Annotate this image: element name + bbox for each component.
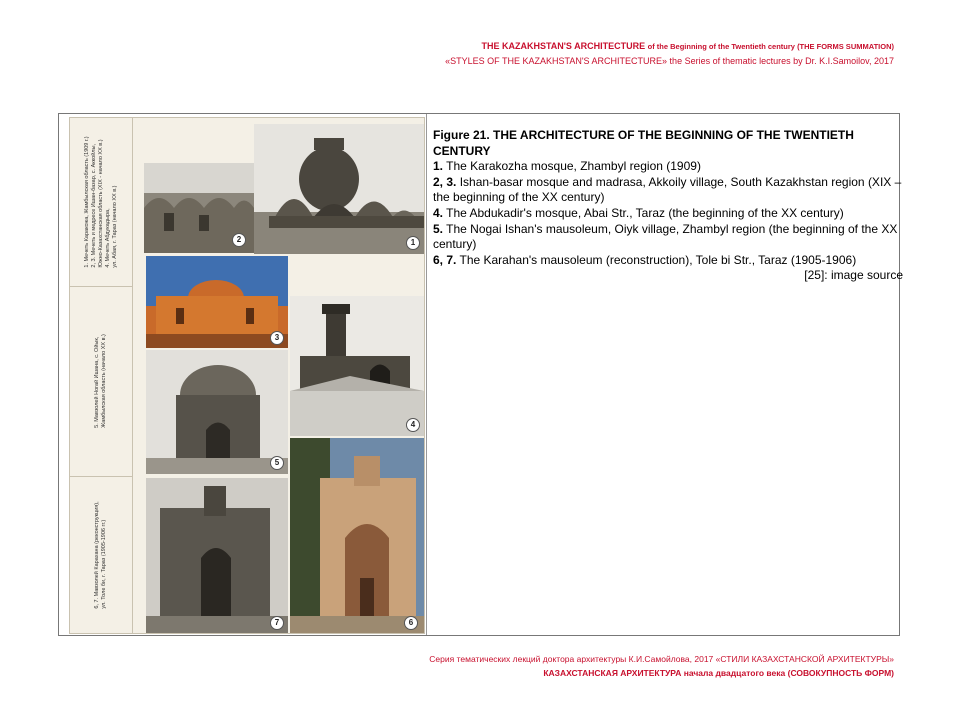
footer-title: КАЗАХСТАНСКАЯ АРХИТЕКТУРА начала двадцатого века (СОВОКУПНОСТЬ ФОРМ) <box>543 668 894 678</box>
caption-item-text: Ishan-basar mosque and madrasa, Akkoily village, South Kazakhstan region (XIX – the beginning of the XX century) <box>433 174 902 205</box>
plate-caption-cell <box>70 286 132 477</box>
caption-item-number: 5. <box>433 221 444 236</box>
photo-karahan-mausoleum-old <box>146 478 288 634</box>
photo-image <box>290 296 424 436</box>
header-title-sub: of the Beginning of the Twentieth century (THE FORMS SUMMATION) <box>647 42 894 51</box>
photo-number: 4 <box>406 418 420 432</box>
photo-number: 3 <box>270 331 284 345</box>
photo-karakozha-mosque <box>254 124 424 254</box>
photo-nogai-ishan-mausoleum <box>146 350 288 474</box>
caption-item <box>433 253 903 269</box>
photo-ishan-basar-mosque <box>146 256 288 348</box>
photo-ishan-basar-madrasa <box>144 163 254 253</box>
figure-caption <box>433 128 903 284</box>
photo-image <box>146 350 288 474</box>
plate-caption-cell <box>70 118 132 287</box>
footer-series: Серия тематических лекций доктора архитектуры К.И.Самойлова, 2017 «СТИЛИ КАЗАХСТАНСКОЙ АРХИТЕКТУРЫ» <box>429 654 894 664</box>
caption-item-number: 1. <box>433 159 444 174</box>
figure-frame <box>58 113 903 636</box>
photo-karahan-mausoleum-reconstruction <box>290 438 424 634</box>
plate-caption-column <box>70 118 133 633</box>
caption-item-number: 2, 3. <box>433 174 457 189</box>
photo-number: 1 <box>406 236 420 250</box>
header-title <box>481 41 894 51</box>
caption-item-text: The Nogai Ishan's mausoleum, Oiyk village, Zhambyl region (the beginning of the XX century) <box>433 221 898 252</box>
caption-item-number: 6, 7. <box>433 252 457 267</box>
frame-divider <box>426 114 427 635</box>
photo-number: 6 <box>404 616 418 630</box>
caption-item-text: The Abdukadir's mosque, Abai Str., Taraz (the beginning of the XX century) <box>446 205 844 220</box>
plate-caption-cell <box>70 476 132 634</box>
caption-item-text: The Karakozha mosque, Zhambyl region (1909) <box>446 159 701 174</box>
photo-number: 2 <box>232 233 246 247</box>
caption-item <box>433 159 903 175</box>
photo-number: 5 <box>270 456 284 470</box>
header-title-main: THE KAZAKHSTAN'S ARCHITECTURE <box>481 41 646 51</box>
header-subtitle: «STYLES OF THE KAZAKHSTAN'S ARCHITECTURE» the Series of thematic lectures by Dr. K.I.Samoilov, 2017 <box>445 56 894 66</box>
photo-image <box>290 438 424 634</box>
photo-number: 7 <box>270 616 284 630</box>
caption-item <box>433 222 903 253</box>
figure-title: Figure 21. THE ARCHITECTURE OF THE BEGINNING OF THE TWENTIETH CENTURY <box>433 128 854 158</box>
plate-caption: 1. Мечеть Каракожа, Жамбылская область (1909 г.) 2, 3. Мечеть и медресе Ишан-базар, с. Аккойлы, Южно-Казахстанская область (XIX - начало XX в.) 4. Мечеть Абдукадыра, ул. Абая, г. Тараз (начало XX в.) <box>83 136 118 268</box>
photo-abdukadir-mosque <box>290 296 424 436</box>
photo-image <box>146 256 288 348</box>
caption-item-text: The Karahan's mausoleum (reconstruction), Tole bi Str., Taraz (1905-1906) <box>459 252 857 267</box>
caption-item-number: 4. <box>433 205 444 220</box>
plate-caption: 6, 7. Мавзолей Карахана (реконструкция), ул. Толе би, г. Тараз (1905-1906 гг.) <box>94 501 107 609</box>
photo-image <box>254 124 424 254</box>
photo-plate <box>69 117 425 634</box>
caption-item <box>433 206 903 222</box>
photo-image <box>146 478 288 634</box>
plate-caption: 5. Мавзолей Ногай Ишана, с. Ойык, Жамбылская область (начало XX в.) <box>94 334 107 428</box>
caption-item <box>433 175 903 206</box>
image-source: [25]: image source <box>804 268 903 283</box>
